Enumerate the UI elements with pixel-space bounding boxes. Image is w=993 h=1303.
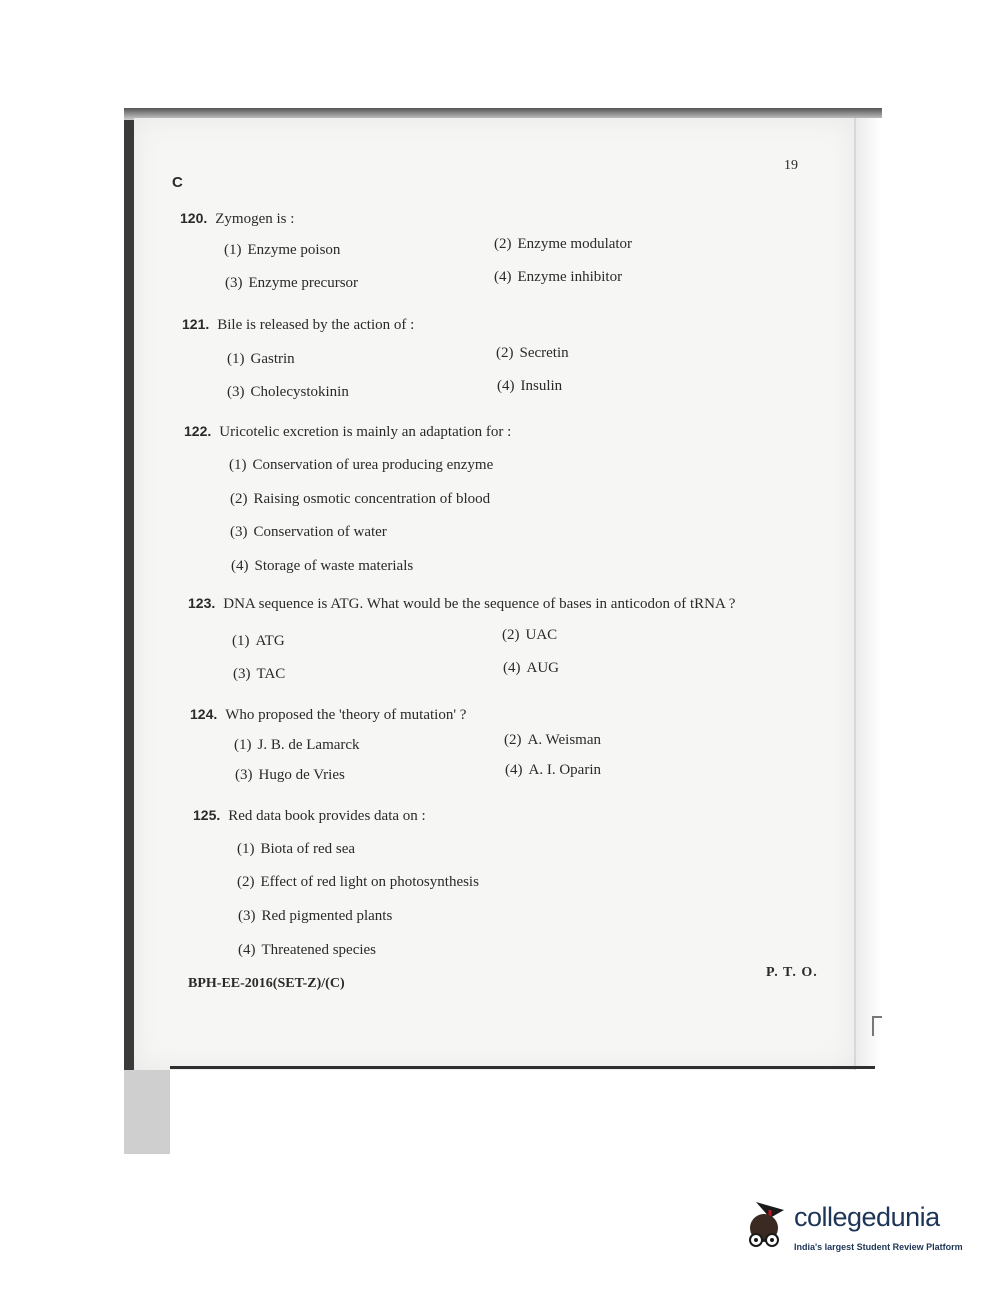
option: (4) Threatened species [238,942,377,958]
option: (4) Enzyme inhibitor [494,269,623,285]
option: (1) Gastrin [227,351,295,367]
option: (3) Red pigmented plants [238,908,393,924]
question-number: 120. [180,210,208,226]
question-text: Uricotelic excretion is mainly an adaptation for : [219,424,512,440]
scan-shadow-bottom [124,1070,170,1154]
page-bottom-edge [170,1066,875,1069]
option: (3) Conservation of water [230,524,387,540]
question [180,210,294,228]
page-edge [852,118,882,1068]
question-number: 123. [188,595,216,611]
page-number: 19 [784,158,798,173]
option: (4) AUG [503,660,559,676]
scan-shadow-left [124,108,134,1154]
option: (4) Storage of waste materials [231,558,414,574]
option: (1) ATG [232,633,285,649]
option: (3) Enzyme precursor [225,275,359,291]
logo-tagline: India's largest Student Review Platform [794,1242,963,1252]
scan-mark [872,1016,882,1036]
option: (2) A. Weisman [504,732,602,748]
question-number: 121. [182,316,210,332]
question [190,706,466,724]
question-number: 124. [190,706,218,722]
paper-code: BPH-EE-2016(SET-Z)/(C) [188,976,345,991]
option: (2) UAC [502,627,558,643]
question [182,316,414,334]
option: (4) Insulin [497,378,563,394]
option: (3) Cholecystokinin [227,384,349,400]
option: (2) Raising osmotic concentration of blood [230,491,491,507]
set-letter: C [172,174,183,191]
question [184,423,511,441]
question [188,595,735,613]
question-text: Red data book provides data on : [228,808,426,824]
option: (3) Hugo de Vries [235,767,345,783]
option: (4) A. I. Oparin [505,762,601,778]
question-text: DNA sequence is ATG. What would be the sequence of bases in anticodon of tRNA ? [223,596,736,612]
question-number: 122. [184,423,212,439]
option: (1) Biota of red sea [237,841,356,857]
student-mascot-icon [736,1196,794,1256]
question-text: Zymogen is : [215,211,295,227]
question-text: Bile is released by the action of : [217,317,415,333]
option: (1) Conservation of urea producing enzyme [229,457,494,473]
option: (3) TAC [233,666,286,682]
pto-note: P. T. O. [766,965,818,980]
option: (2) Effect of red light on photosynthesis [237,874,479,890]
option: (1) J. B. de Lamarck [234,737,360,753]
logo-wordmark: collegedunia [794,1202,940,1232]
question-text: Who proposed the 'theory of mutation' ? [225,707,467,723]
option: (2) Secretin [496,345,569,361]
collegedunia-logo[interactable] [736,1196,966,1256]
question-number: 125. [193,807,221,823]
exam-page [134,118,856,1070]
option: (2) Enzyme modulator [494,236,633,252]
option: (1) Enzyme poison [224,242,341,258]
question [193,807,426,825]
